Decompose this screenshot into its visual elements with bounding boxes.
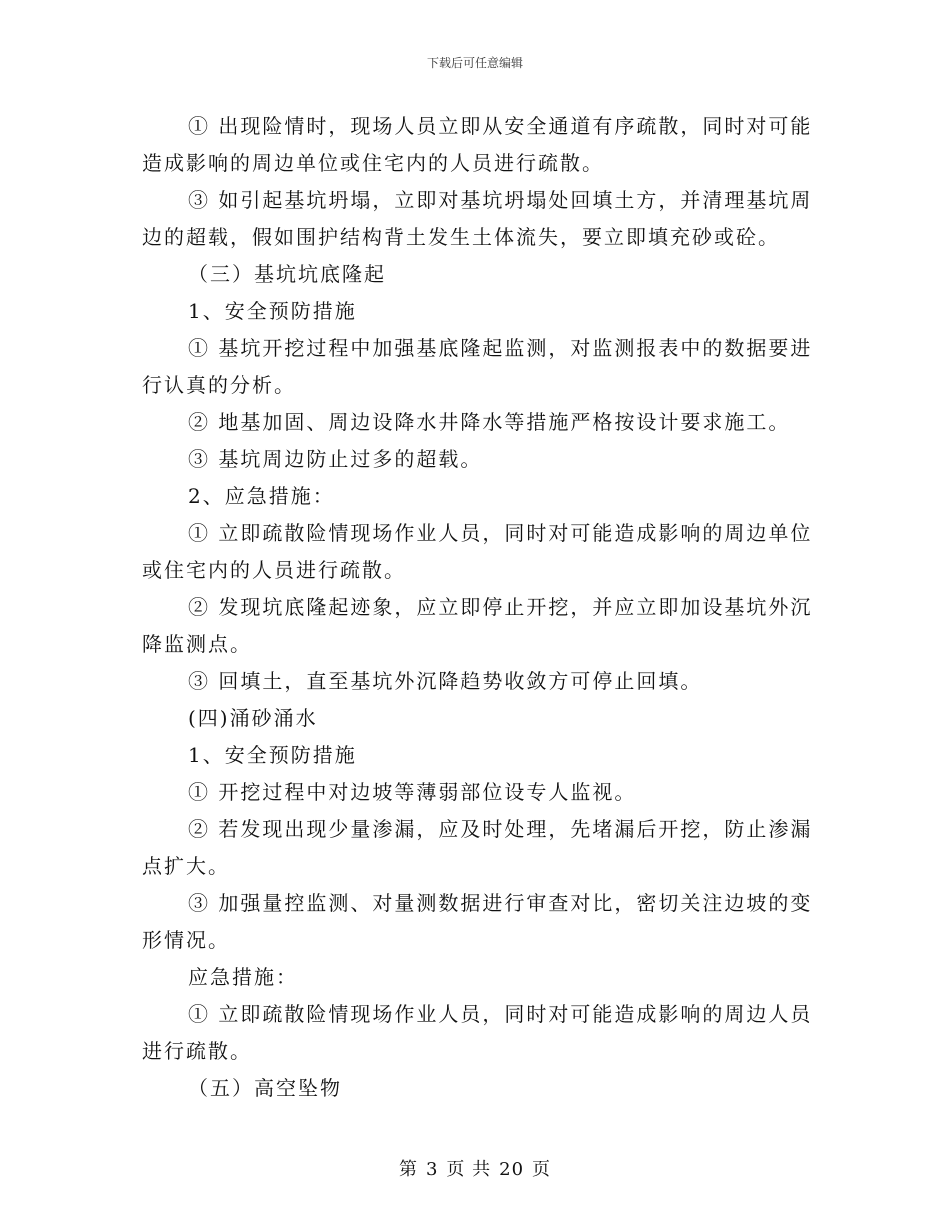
paragraph: ③ 基坑周边防止过多的超载。 <box>188 447 483 471</box>
subheading: 应急措施： <box>188 965 298 989</box>
document-body <box>142 108 822 1107</box>
section-heading: （三）基坑坑底隆起 <box>188 262 386 286</box>
paragraph: ① 立即疏散险情现场作业人员，同时对可能造成影响的周边人员进行疏散。 <box>142 1002 813 1063</box>
paragraph: ① 开挖过程中对边坡等薄弱部位设专人监视。 <box>188 780 637 804</box>
paragraph: ③ 如引起基坑坍塌，立即对基坑坍塌处回填土方，并清理基坑周边的超载，假如围护结构背土发生土体流失，要立即填充砂或砼。 <box>142 188 813 249</box>
paragraph: ③ 加强量控监测、对量测数据进行审查对比，密切关注边坡的变形情况。 <box>142 891 813 952</box>
page-number: 3 <box>425 1159 439 1180</box>
section-heading: (四)涌砂涌水 <box>188 706 318 730</box>
paragraph: ③ 回填土，直至基坑外沉降趋势收敛方可停止回填。 <box>188 669 703 693</box>
subheading: 1、安全预防措施 <box>188 743 357 767</box>
footer-prefix: 第 <box>398 1159 418 1180</box>
paragraph: ② 发现坑底隆起迹象，应立即停止开挖，并应立即加设基坑外沉降监测点。 <box>142 595 813 656</box>
subheading: 2、应急措施： <box>188 484 335 508</box>
page-header: 下载后可任意编辑 <box>426 56 523 70</box>
paragraph: ② 若发现出现少量渗漏，应及时处理，先堵漏后开挖，防止渗漏点扩大。 <box>142 817 813 878</box>
page-footer <box>0 1155 950 1181</box>
footer-suffix: 页 <box>532 1159 552 1180</box>
total-pages: 20 <box>499 1159 525 1180</box>
paragraph: ① 基坑开挖过程中加强基底隆起监测，对监测报表中的数据要进行认真的分析。 <box>142 336 813 397</box>
footer-middle: 页 共 <box>446 1159 492 1180</box>
paragraph: ② 地基加固、周边设降水井降水等措施严格按设计要求施工。 <box>188 410 791 434</box>
paragraph: ① 出现险情时，现场人员立即从安全通道有序疏散，同时对可能造成影响的周边单位或住宅内的人员进行疏散。 <box>142 114 813 175</box>
section-heading: （五）高空坠物 <box>188 1076 342 1100</box>
paragraph: ① 立即疏散险情现场作业人员，同时对可能造成影响的周边单位或住宅内的人员进行疏散。 <box>142 521 813 582</box>
subheading: 1、安全预防措施 <box>188 299 357 323</box>
